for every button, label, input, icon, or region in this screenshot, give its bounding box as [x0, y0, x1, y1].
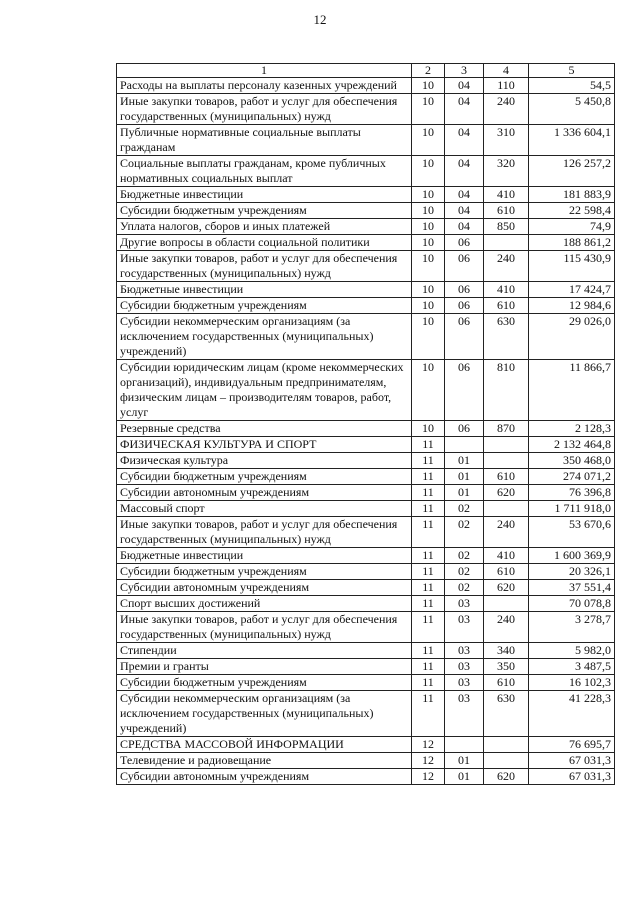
amount: 76 695,7: [529, 737, 615, 753]
item-name: Резервные средства: [117, 421, 412, 437]
item-name: СРЕДСТВА МАССОВОЙ ИНФОРМАЦИИ: [117, 737, 412, 753]
table-row: [117, 769, 615, 785]
amount: 5 982,0: [529, 643, 615, 659]
amount: 1 336 604,1: [529, 125, 615, 156]
expense-type-code: 110: [484, 78, 529, 94]
subsection-code: 06: [445, 298, 484, 314]
item-name: Субсидии бюджетным учреждениям: [117, 469, 412, 485]
table-row: [117, 453, 615, 469]
section-code: 11: [412, 643, 445, 659]
expense-type-code: 410: [484, 187, 529, 203]
amount: 53 670,6: [529, 517, 615, 548]
section-code: 10: [412, 219, 445, 235]
table-row: [117, 187, 615, 203]
item-name: Стипендии: [117, 643, 412, 659]
table-row: [117, 203, 615, 219]
amount: 11 866,7: [529, 360, 615, 421]
item-name: Субсидии бюджетным учреждениям: [117, 564, 412, 580]
table-row: [117, 691, 615, 737]
header-cell: 2: [412, 64, 445, 78]
subsection-code: 06: [445, 360, 484, 421]
subsection-code: 03: [445, 596, 484, 612]
expense-type-code: 610: [484, 469, 529, 485]
item-name: Субсидии юридическим лицам (кроме некоммерческих организаций), индивидуальным предпринимателям, физическим лицам – производителям товаров, работ, услуг: [117, 360, 412, 421]
amount: 2 132 464,8: [529, 437, 615, 453]
expense-type-code: 410: [484, 548, 529, 564]
amount: 67 031,3: [529, 753, 615, 769]
expense-type-code: [484, 501, 529, 517]
item-name: Иные закупки товаров, работ и услуг для обеспечения государственных (муниципальных) нужд: [117, 94, 412, 125]
amount: 67 031,3: [529, 769, 615, 785]
amount: 115 430,9: [529, 251, 615, 282]
section-code: 11: [412, 659, 445, 675]
item-name: Другие вопросы в области социальной политики: [117, 235, 412, 251]
amount: 54,5: [529, 78, 615, 94]
amount: 188 861,2: [529, 235, 615, 251]
expense-type-code: 610: [484, 564, 529, 580]
section-code: 10: [412, 156, 445, 187]
amount: 274 071,2: [529, 469, 615, 485]
amount: 37 551,4: [529, 580, 615, 596]
table-row: [117, 501, 615, 517]
expense-type-code: 610: [484, 203, 529, 219]
expense-type-code: 350: [484, 659, 529, 675]
expense-type-code: 240: [484, 517, 529, 548]
section-code: 12: [412, 737, 445, 753]
expense-type-code: [484, 437, 529, 453]
item-name: Бюджетные инвестиции: [117, 282, 412, 298]
amount: 126 257,2: [529, 156, 615, 187]
section-code: 10: [412, 298, 445, 314]
table-row: [117, 298, 615, 314]
section-code: 10: [412, 125, 445, 156]
subsection-code: 04: [445, 187, 484, 203]
amount: 20 326,1: [529, 564, 615, 580]
header-cell: 1: [117, 64, 412, 78]
item-name: Уплата налогов, сборов и иных платежей: [117, 219, 412, 235]
amount: 1 600 369,9: [529, 548, 615, 564]
item-name: Публичные нормативные социальные выплаты гражданам: [117, 125, 412, 156]
subsection-code: 03: [445, 659, 484, 675]
expense-type-code: 630: [484, 691, 529, 737]
item-name: Субсидии бюджетным учреждениям: [117, 675, 412, 691]
section-code: 11: [412, 675, 445, 691]
table-row: [117, 737, 615, 753]
table-row: [117, 548, 615, 564]
section-code: 11: [412, 580, 445, 596]
item-name: Субсидии автономным учреждениям: [117, 485, 412, 501]
expense-type-code: [484, 737, 529, 753]
table-row: [117, 421, 615, 437]
section-code: 10: [412, 421, 445, 437]
table-row: [117, 517, 615, 548]
table-row: [117, 643, 615, 659]
expense-type-code: 850: [484, 219, 529, 235]
subsection-code: 03: [445, 643, 484, 659]
subsection-code: 01: [445, 753, 484, 769]
section-code: 10: [412, 314, 445, 360]
expense-type-code: 620: [484, 769, 529, 785]
subsection-code: 06: [445, 251, 484, 282]
item-name: Телевидение и радиовещание: [117, 753, 412, 769]
item-name: Физическая культура: [117, 453, 412, 469]
item-name: Бюджетные инвестиции: [117, 187, 412, 203]
budget-table: [116, 63, 615, 785]
expense-type-code: 810: [484, 360, 529, 421]
expense-type-code: 320: [484, 156, 529, 187]
section-code: 10: [412, 235, 445, 251]
section-code: 11: [412, 469, 445, 485]
section-code: 11: [412, 548, 445, 564]
item-name: Иные закупки товаров, работ и услуг для обеспечения государственных (муниципальных) нужд: [117, 251, 412, 282]
page-number: 12: [313, 12, 327, 27]
subsection-code: 04: [445, 78, 484, 94]
expense-type-code: 620: [484, 580, 529, 596]
subsection-code: 01: [445, 453, 484, 469]
table-row: [117, 580, 615, 596]
section-code: 11: [412, 437, 445, 453]
table-row: [117, 485, 615, 501]
subsection-code: 04: [445, 219, 484, 235]
expense-type-code: 620: [484, 485, 529, 501]
expense-type-code: 340: [484, 643, 529, 659]
item-name: Субсидии некоммерческим организациям (за исключением государственных (муниципальных) учреждений): [117, 314, 412, 360]
table-row: [117, 753, 615, 769]
subsection-code: 04: [445, 125, 484, 156]
table-row: [117, 314, 615, 360]
subsection-code: 06: [445, 421, 484, 437]
table-row: [117, 251, 615, 282]
expense-type-code: 310: [484, 125, 529, 156]
expense-type-code: 630: [484, 314, 529, 360]
section-code: 10: [412, 203, 445, 219]
amount: 22 598,4: [529, 203, 615, 219]
item-name: Социальные выплаты гражданам, кроме публичных нормативных социальных выплат: [117, 156, 412, 187]
subsection-code: 02: [445, 501, 484, 517]
subsection-code: 06: [445, 314, 484, 360]
table-row: [117, 219, 615, 235]
header-cell: 3: [445, 64, 484, 78]
subsection-code: 06: [445, 235, 484, 251]
subsection-code: 04: [445, 94, 484, 125]
expense-type-code: [484, 753, 529, 769]
header-cell: 4: [484, 64, 529, 78]
table-row: [117, 156, 615, 187]
table-row: [117, 282, 615, 298]
section-code: 12: [412, 769, 445, 785]
section-code: 11: [412, 517, 445, 548]
section-code: 10: [412, 78, 445, 94]
header-cell: 5: [529, 64, 615, 78]
subsection-code: 06: [445, 282, 484, 298]
table-row: [117, 596, 615, 612]
section-code: 11: [412, 596, 445, 612]
amount: 76 396,8: [529, 485, 615, 501]
section-code: 10: [412, 94, 445, 125]
amount: 2 128,3: [529, 421, 615, 437]
expense-type-code: 870: [484, 421, 529, 437]
amount: 70 078,8: [529, 596, 615, 612]
section-code: 11: [412, 691, 445, 737]
amount: 181 883,9: [529, 187, 615, 203]
subsection-code: [445, 737, 484, 753]
item-name: Расходы на выплаты персоналу казенных учреждений: [117, 78, 412, 94]
expense-type-code: 610: [484, 298, 529, 314]
table-row: [117, 659, 615, 675]
amount: 74,9: [529, 219, 615, 235]
expense-type-code: [484, 453, 529, 469]
section-code: 10: [412, 187, 445, 203]
expense-type-code: 410: [484, 282, 529, 298]
section-code: 11: [412, 564, 445, 580]
amount: 16 102,3: [529, 675, 615, 691]
table-row: [117, 235, 615, 251]
section-code: 11: [412, 501, 445, 517]
table-row: [117, 94, 615, 125]
item-name: ФИЗИЧЕСКАЯ КУЛЬТУРА И СПОРТ: [117, 437, 412, 453]
section-code: 10: [412, 282, 445, 298]
item-name: Иные закупки товаров, работ и услуг для обеспечения государственных (муниципальных) нужд: [117, 612, 412, 643]
subsection-code: 02: [445, 517, 484, 548]
item-name: Субсидии некоммерческим организациям (за исключением государственных (муниципальных) учреждений): [117, 691, 412, 737]
amount: 3 278,7: [529, 612, 615, 643]
expense-type-code: [484, 235, 529, 251]
item-name: Иные закупки товаров, работ и услуг для обеспечения государственных (муниципальных) нужд: [117, 517, 412, 548]
amount: 29 026,0: [529, 314, 615, 360]
subsection-code: 02: [445, 548, 484, 564]
subsection-code: 04: [445, 203, 484, 219]
expense-type-code: [484, 596, 529, 612]
table-row: [117, 360, 615, 421]
subsection-code: 01: [445, 769, 484, 785]
expense-type-code: 240: [484, 251, 529, 282]
table-row: [117, 78, 615, 94]
item-name: Премии и гранты: [117, 659, 412, 675]
section-code: 11: [412, 453, 445, 469]
expense-type-code: 240: [484, 94, 529, 125]
section-code: 12: [412, 753, 445, 769]
item-name: Субсидии бюджетным учреждениям: [117, 203, 412, 219]
amount: 350 468,0: [529, 453, 615, 469]
item-name: Бюджетные инвестиции: [117, 548, 412, 564]
section-code: 10: [412, 251, 445, 282]
item-name: Субсидии бюджетным учреждениям: [117, 298, 412, 314]
table-header-row: [117, 64, 615, 78]
subsection-code: [445, 437, 484, 453]
subsection-code: 03: [445, 612, 484, 643]
table-row: [117, 469, 615, 485]
subsection-code: 02: [445, 580, 484, 596]
table-row: [117, 675, 615, 691]
section-code: 11: [412, 485, 445, 501]
item-name: Массовый спорт: [117, 501, 412, 517]
subsection-code: 01: [445, 469, 484, 485]
subsection-code: 03: [445, 691, 484, 737]
amount: 41 228,3: [529, 691, 615, 737]
section-code: 10: [412, 360, 445, 421]
item-name: Субсидии автономным учреждениям: [117, 580, 412, 596]
amount: 3 487,5: [529, 659, 615, 675]
item-name: Субсидии автономным учреждениям: [117, 769, 412, 785]
table-row: [117, 125, 615, 156]
subsection-code: 03: [445, 675, 484, 691]
section-code: 11: [412, 612, 445, 643]
amount: 12 984,6: [529, 298, 615, 314]
table-row: [117, 437, 615, 453]
amount: 5 450,8: [529, 94, 615, 125]
item-name: Спорт высших достижений: [117, 596, 412, 612]
subsection-code: 02: [445, 564, 484, 580]
subsection-code: 04: [445, 156, 484, 187]
amount: 17 424,7: [529, 282, 615, 298]
table-row: [117, 612, 615, 643]
expense-type-code: 610: [484, 675, 529, 691]
expense-type-code: 240: [484, 612, 529, 643]
table-row: [117, 564, 615, 580]
amount: 1 711 918,0: [529, 501, 615, 517]
subsection-code: 01: [445, 485, 484, 501]
